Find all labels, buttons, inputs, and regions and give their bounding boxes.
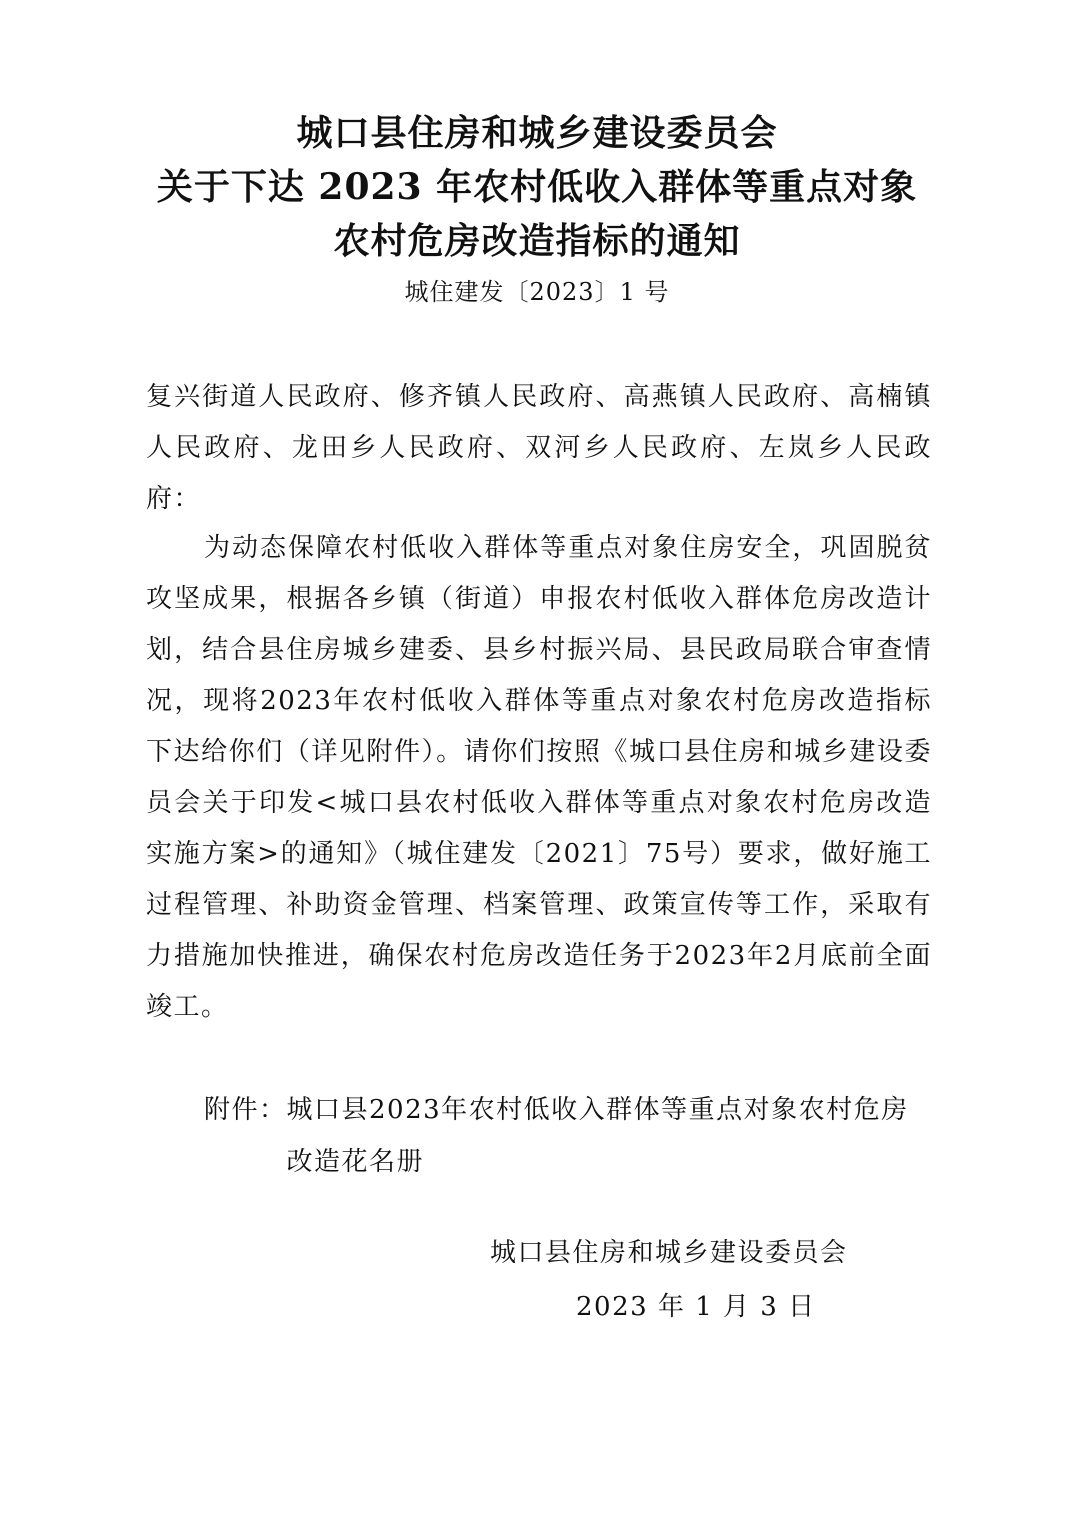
issue-date: 2023 年 1 月 3 日 <box>576 1292 816 1322</box>
attachment-label: 附件： <box>204 1095 287 1125</box>
title-line-3: 农村危房改造指标的通知 <box>333 220 741 262</box>
title-line-1: 城口县住房和城乡建设委员会 <box>296 112 778 154</box>
body-paragraph: 为动态保障农村低收入群体等重点对象住房安全，巩固脱贫攻坚成果，根据各乡镇（街道）申报农村低收入群体危房改造计划，结合县住房城乡建委、县乡村振兴局、县民政局联合审查情况，现将2023年农村低收入群体等重点对象农村危房改造指标下达给你们（详见附件）。请你们按照《城口县住房和城乡建设委员会关于印发<城口县农村低收入群体等重点对象农村危房改造实施方案>的通知》（城住建发〔2021〕75号）要求，做好施工过程管理、补助资金管理、档案管理、政策宣传等工作，采取有力措施加快推进，确保农村危房改造任务于2023年2月底前全面竣工。 <box>146 533 932 1022</box>
attachment-text: 城口县2023年农村低收入群体等重点对象农村危房改造花名册 <box>286 1095 909 1177</box>
addressee: 复兴街道人民政府、修齐镇人民政府、高燕镇人民政府、高楠镇人民政府、龙田乡人民政府、双河乡人民政府、左岚乡人民政府： <box>146 382 932 514</box>
document-number: 城住建发〔2023〕1 号 <box>404 278 670 306</box>
issuer-name: 城口县住房和城乡建设委员会 <box>490 1238 848 1268</box>
title-line-2: 关于下达 2023 年农村低收入群体等重点对象 <box>156 166 918 208</box>
document-title <box>0 106 1074 268</box>
attachment <box>204 1084 934 1188</box>
signature-block <box>490 1226 870 1334</box>
